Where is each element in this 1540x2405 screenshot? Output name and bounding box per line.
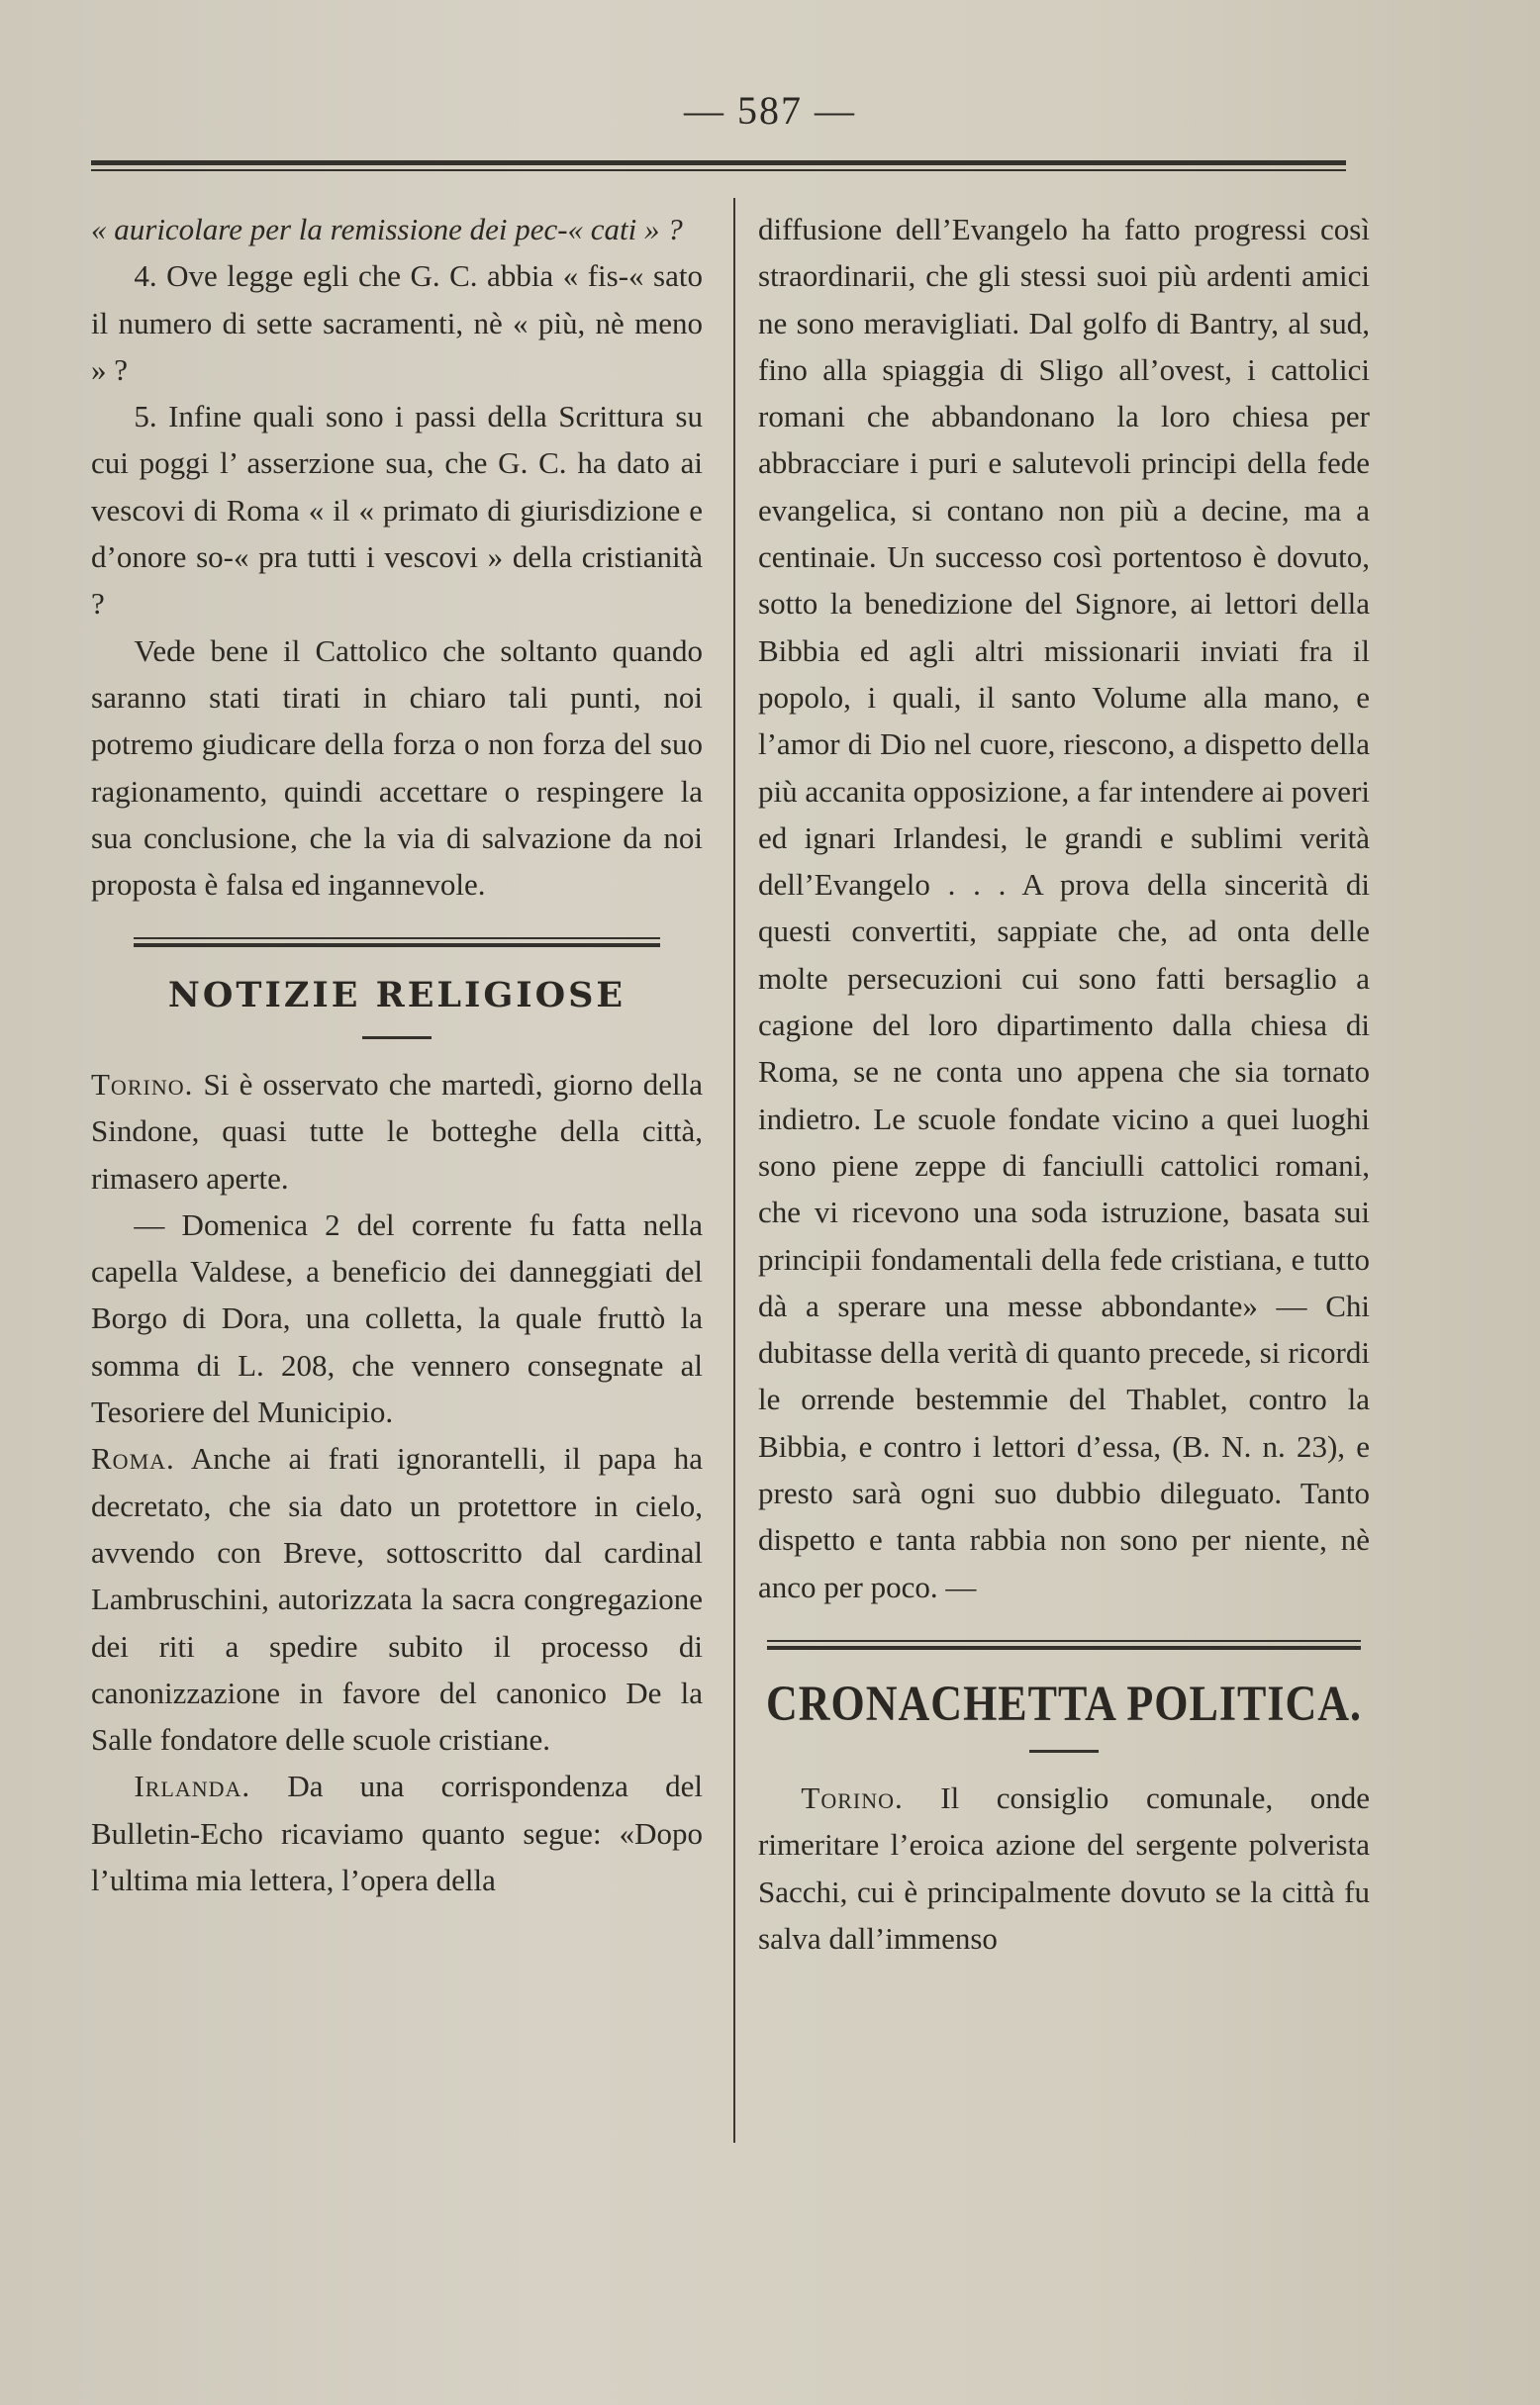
news-place: Irlanda. [134,1769,251,1804]
news-item [91,1061,703,1202]
left-column [91,206,703,1903]
news-text: Anche ai frati ignorantelli, il papa ha decretato, che sia dato un protettore in cielo, avvendo con Breve, sottoscritto dal cardinal Lambruschini, autorizzata la sacra congregazione dei riti a spedire subito il processo di canonizzazione in favore del canonico De la Salle fondatore delle scuole cristiane. [91,1441,703,1758]
heading-rule [1029,1750,1099,1753]
section-divider [767,1640,1361,1652]
news-item [91,1763,703,1903]
news-text: Da una corrispondenza del Bulletin-Echo ricaviamo quanto segue: «Dopo l’ultima mia lettera, l’opera della [91,1769,703,1897]
paragraph: 4. Ove legge egli che G. C. abbia « fis-« sato il numero di sette sacramenti, nè « più, nè meno » ? [91,258,703,387]
heading-rule [362,1036,432,1039]
section-heading: NOTIZIE RELIGIOSE [167,975,626,1016]
page-number: — 587 — [684,88,856,133]
news-place: Torino. [801,1780,904,1816]
section-divider [134,937,660,949]
news-item [91,1202,703,1435]
paragraph: 5. Infine quali sono i passi della Scrittura su cui poggi l’ asserzione sua, che G. C. ha dato ai vescovi di Roma « il « primato di giurisdizione e d’onore so-« pra tutti i vescovi » della cristianità ? [91,399,703,622]
news-text: — Domenica 2 del corrente fu fatta nella capella Valdese, a beneficio dei danneggiati del Borgo di Dora, una colletta, la quale fruttò la somma di L. 208, che vennero consegnate al Tesoriere del Municipio. [91,1206,703,1430]
news-place: Roma. [91,1441,175,1477]
news-text: Si è osservato che martedì, giorno della Sindone, quasi tutte le botteghe della città, rimasero aperte. [91,1066,703,1196]
paragraph: diffusione dell’Evangelo ha fatto progressi così straordinarii, che gli stessi suoi più ardenti amici ne sono meravigliati. Dal golfo di Bantry, al sud, fino alla spiaggia di Sligo all’ovest, i cattolici romani che abbandonano la loro chiesa per abbracciare i puri e salutevoli principi della fede evangelica, si contano non più a decine, ma a centinaie. Un successo così portentoso è dovuto, sotto la benedizione del Signore, ai lettori della Bibbia ed agli altri missionarii inviati fra il popolo, i quali, il santo Volume alla mano, e l’amor di Dio nel cuore, riescono, a dispetto della più accanita opposizione, a far intendere ai poveri ed ignari Irlandesi, le grandi e sublimi verità dell’Evangelo . . . A prova della sincerità di questi convertiti, sappiate che, ad onta delle molte persecuzioni cui sono fatti bersaglio a cagione del loro dipartimento dalla chiesa di Roma, se ne conta uno appena che sia tornato indietro. Le scuole fondate vicino a quei luoghi sono piene zeppe di fanciulli cattolici romani, che vi ricevono una soda istruzione, basata sui principii fondamentali della fede cristiana, e tutto dà a sperare una messe abbondante» — Chi dubitasse della verità di quanto precede, si ricordi le orrende bestemmie del Thablet, contro la Bibbia, e contro i lettori d’essa, (B. N. n. 23), e presto sarà ogni suo dubbio dileguato. Tanto dispetto e tanta rabbia non sono per niente, nè anco per poco. — [758,212,1371,1604]
news-item [91,1435,703,1763]
paragraph: « auricolare per la remissione dei pec-« cati » ? [91,212,683,246]
news-place: Torino. [91,1066,194,1102]
right-column [758,206,1370,1962]
header-rule [91,160,1346,176]
section-heading: CRONACHETTA POLITICA. [765,1676,1363,1732]
news-text: Il consiglio comunale, onde rimeritare l’eroica azione del sergente polverista Sacchi, cui è principalmente dovuto se la città fu salva dall’immenso [758,1780,1370,1956]
paragraph: Vede bene il Cattolico che soltanto quando saranno stati tirati in chiaro tali punti, noi potremo giudicare della forza o non forza del suo ragionamento, quindi accettare o respingere la sua conclusione, che la via di salvazione da noi proposta è falsa ed ingannevole. [91,632,703,903]
column-divider [733,198,735,2143]
news-item [758,1775,1370,1962]
